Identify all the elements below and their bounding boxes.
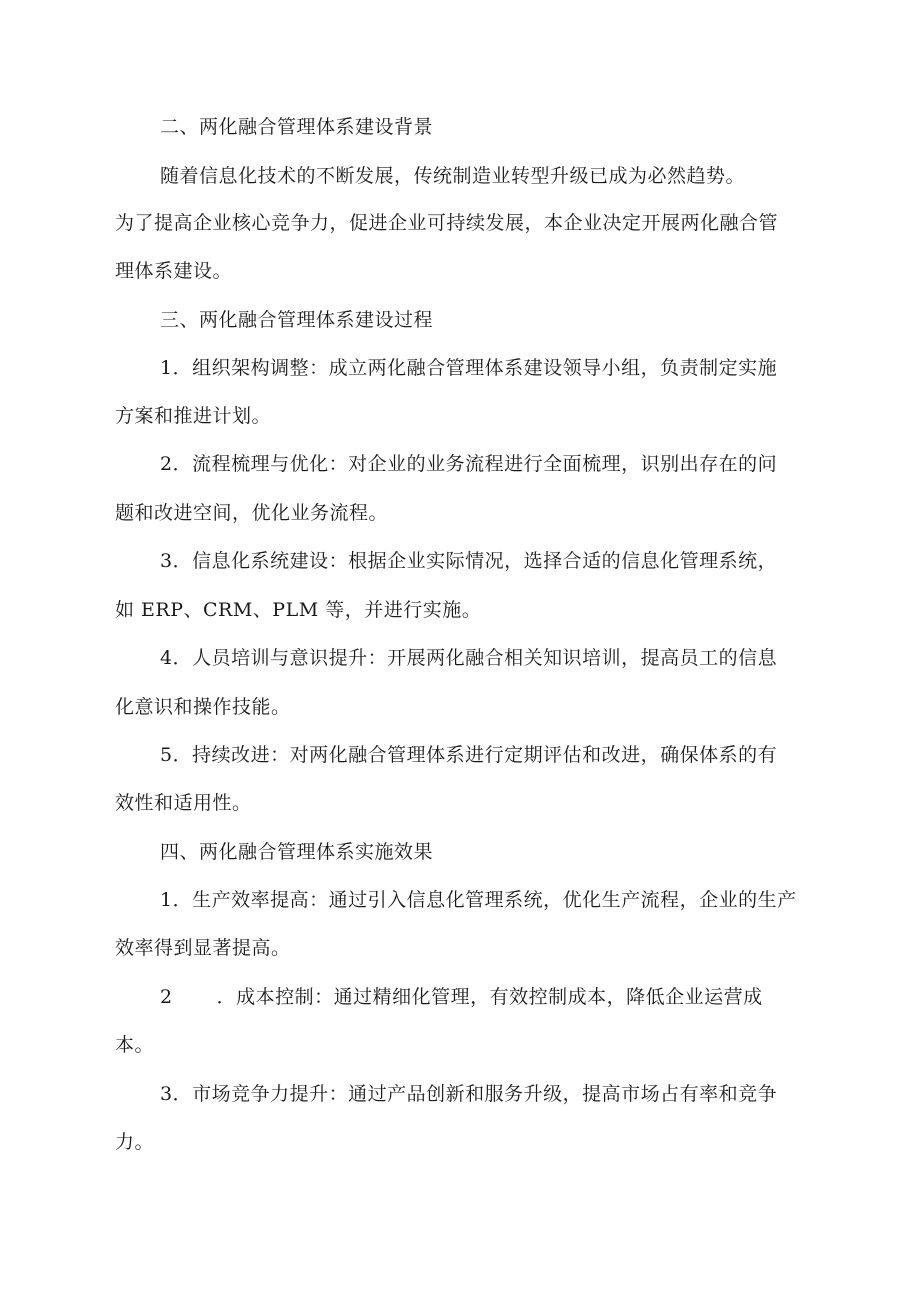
section3-item1-line2: 方案和推进计划。 xyxy=(115,405,272,427)
section4-item3-line2: 力。 xyxy=(115,1131,155,1153)
section4-item1-line1: 1．生产效率提高：通过引入信息化管理系统，优化生产流程，企业的生产 xyxy=(160,889,797,911)
section4-item1-line2: 效率得到显著提高。 xyxy=(115,937,291,959)
section3-item4-line1: 4．人员培训与意识提升：开展两化融合相关知识培训，提高员工的信息 xyxy=(160,647,778,669)
section2-heading: 二、两化融合管理体系建设背景 xyxy=(160,116,434,138)
section4-item3-line1: 3．市场竞争力提升：通过产品创新和服务升级，提高市场占有率和竞争 xyxy=(160,1083,778,1105)
section4-item2-line2: 本。 xyxy=(115,1034,155,1056)
section3-item3-line2: 如 ERP、CRM、PLM 等，并进行实施。 xyxy=(115,599,482,621)
section3-item3-line1: 3．信息化系统建设：根据企业实际情况，选择合适的信息化管理系统， xyxy=(160,550,778,572)
section4-item2-number: 2 xyxy=(160,986,173,1008)
section2-paragraph-line3: 理体系建设。 xyxy=(115,260,233,282)
section3-item2-line2: 题和改进空间，优化业务流程。 xyxy=(115,502,389,524)
section4-item2-text: ．成本控制：通过精细化管理，有效控制成本，降低企业运营成 xyxy=(216,986,763,1008)
section3-item5-line2: 效性和适用性。 xyxy=(115,792,252,814)
section2-paragraph-line1: 随着信息化技术的不断发展，传统制造业转型升级已成为必然趋势。 xyxy=(160,165,746,187)
section3-item4-line2: 化意识和操作技能。 xyxy=(115,696,291,718)
section3-item5-line1: 5．持续改进：对两化融合管理体系进行定期评估和改进，确保体系的有 xyxy=(160,744,778,766)
section4-item2-line1 xyxy=(160,984,763,1010)
section2-paragraph-line2: 为了提高企业核心竞争力，促进企业可持续发展，本企业决定开展两化融合管 xyxy=(115,212,779,234)
section3-item1-line1: 1．组织架构调整：成立两化融合管理体系建设领导小组，负责制定实施 xyxy=(160,357,778,379)
section4-heading: 四、两化融合管理体系实施效果 xyxy=(160,841,434,863)
section3-item2-line1: 2．流程梳理与优化：对企业的业务流程进行全面梳理，识别出存在的问 xyxy=(160,453,778,475)
section3-heading: 三、两化融合管理体系建设过程 xyxy=(160,309,434,331)
